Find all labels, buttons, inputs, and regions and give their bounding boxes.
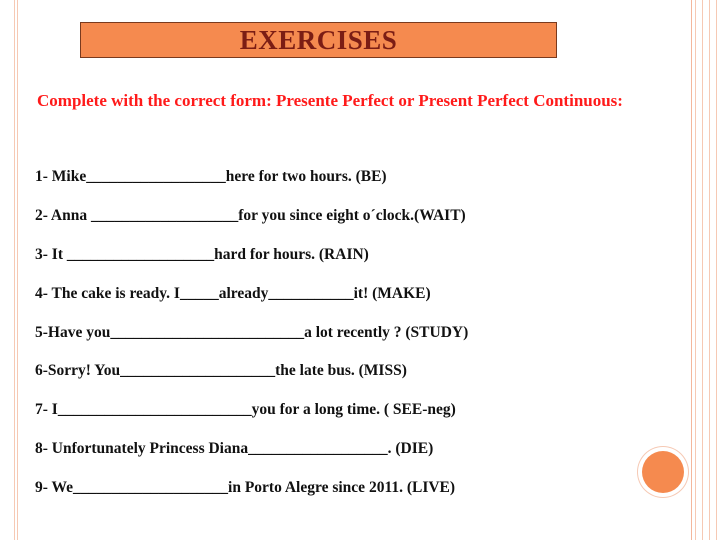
exercise-item-2: 2- Anna ___________________for you since eight o´clock.(WAIT) [35,206,466,224]
title-banner [80,22,557,58]
exercise-item-9: 9- We____________________in Porto Alegre since 2011. (LIVE) [35,479,456,497]
exercise-item-4: 4- The cake is ready. I_____already___________it! (MAKE) [35,284,431,302]
right-decorative-border [691,0,720,540]
exercise-item-1: 1- Mike__________________here for two hours. (BE) [35,168,387,185]
exercise-item-6: 6-Sorry! You____________________the late bus. (MISS) [35,362,407,380]
left-decorative-rule [14,0,18,540]
instructions-text: Complete with the correct form: Presente Perfect or Present Perfect Continuous: [37,91,623,110]
exercise-item-3: 3- It ___________________hard for hours. (RAIN) [35,245,369,263]
exercise-list [35,168,635,518]
orange-circle-decoration [642,451,684,493]
exercise-item-5: 5-Have you_________________________a lot recently ? (STUDY) [35,323,469,341]
exercise-item-7: 7- I_________________________you for a long time. ( SEE-neg) [35,401,456,419]
slide-title: EXERCISES [239,24,398,55]
exercise-item-8: 8- Unfortunately Princess Diana__________________. (DIE) [35,440,434,458]
